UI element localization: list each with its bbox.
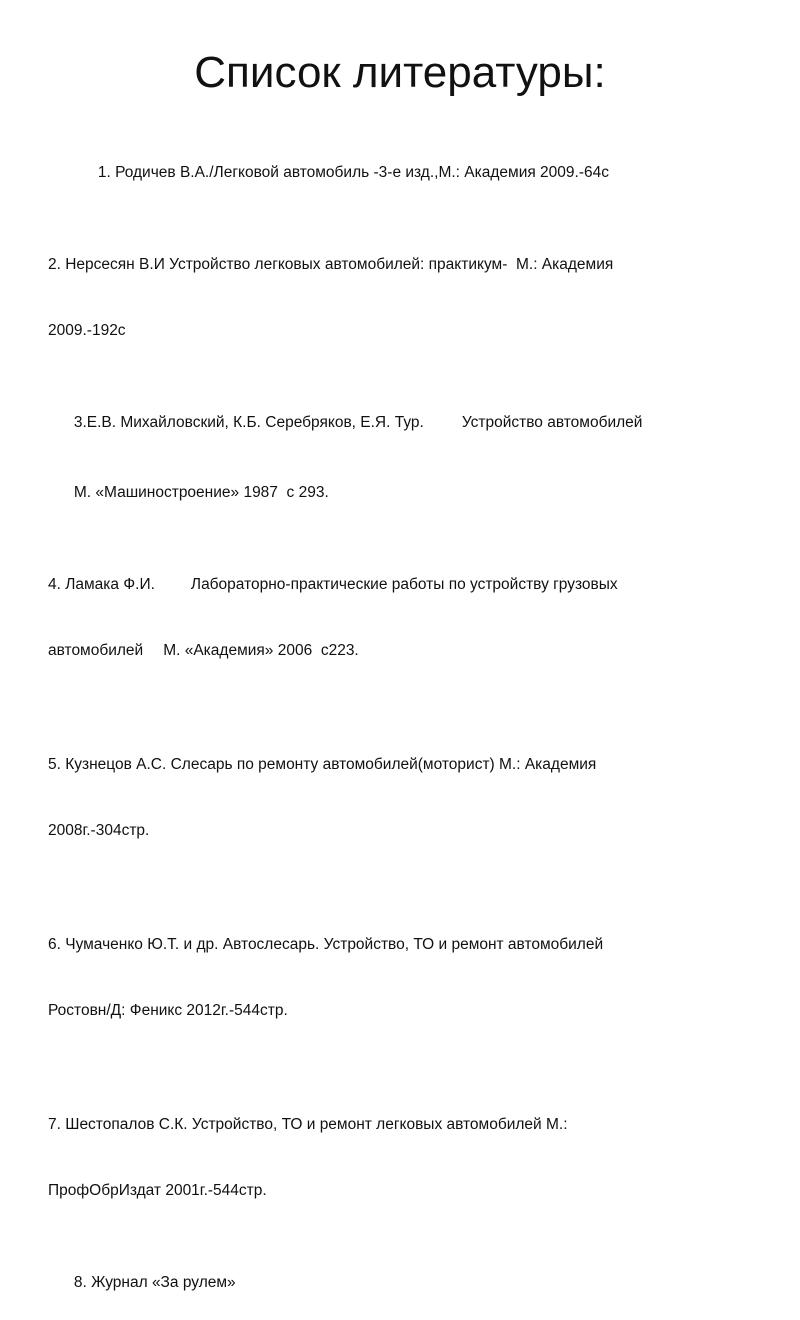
reference-line-2: ПрофОбрИздат 2001г.-544стр.	[48, 1182, 267, 1199]
reference-item-8	[48, 1250, 768, 1316]
reference-title-continuation: автомобилей	[48, 642, 144, 659]
reference-item-6	[48, 890, 768, 1066]
reference-line-2	[48, 640, 768, 662]
reference-item-3	[48, 390, 768, 456]
reference-item-4	[48, 530, 768, 706]
slide-title: Список литературы:	[194, 48, 606, 97]
reference-title: Лабораторно-практические работы по устройству грузовых	[190, 576, 618, 593]
reference-line-2: 2009.-192с	[48, 322, 126, 339]
reference-authors: 3.Е.В. Михайловский, К.Б. Серебряков, Е.Я. Тур.	[73, 414, 424, 431]
reference-item-2	[48, 210, 768, 386]
reference-publisher: М. «Академия» 2006 с223.	[163, 642, 359, 659]
reference-line-1: 6. Чумаченко Ю.Т. и др. Автослесарь. Устройство, ТО и ремонт автомобилей	[48, 936, 604, 953]
reference-text: 1. Родичев В.А./Легковой автомобиль -3-е изд.,М.: Академия 2009.-64с	[97, 164, 609, 181]
reference-title: Устройство автомобилей	[461, 414, 643, 431]
reference-line-1	[48, 574, 768, 596]
reference-author: 4. Ламака Ф.И.	[48, 576, 155, 593]
reference-text: 8. Журнал «За рулем»	[73, 1274, 236, 1291]
reference-item-7	[48, 1070, 768, 1246]
reference-text: М. «Машиностроение» 1987 с 293.	[73, 484, 329, 501]
reference-line-1: 2. Нерсесян В.И Устройство легковых автомобилей: практикум- М.: Академия	[48, 256, 614, 273]
reference-line-1: 5. Кузнецов А.С. Слесарь по ремонту автомобилей(моторист) М.: Академия	[48, 756, 597, 773]
reference-item-3-publisher	[48, 460, 768, 526]
reference-line-2: Ростовн/Д: Феникс 2012г.-544стр.	[48, 1002, 288, 1019]
reference-list	[48, 140, 768, 1320]
reference-line-1: 7. Шестопалов С.К. Устройство, ТО и ремонт легковых автомобилей М.:	[48, 1116, 568, 1133]
reference-line-2: 2008г.-304стр.	[48, 822, 150, 839]
reference-item-5	[48, 710, 768, 886]
reference-item-1	[48, 140, 768, 206]
